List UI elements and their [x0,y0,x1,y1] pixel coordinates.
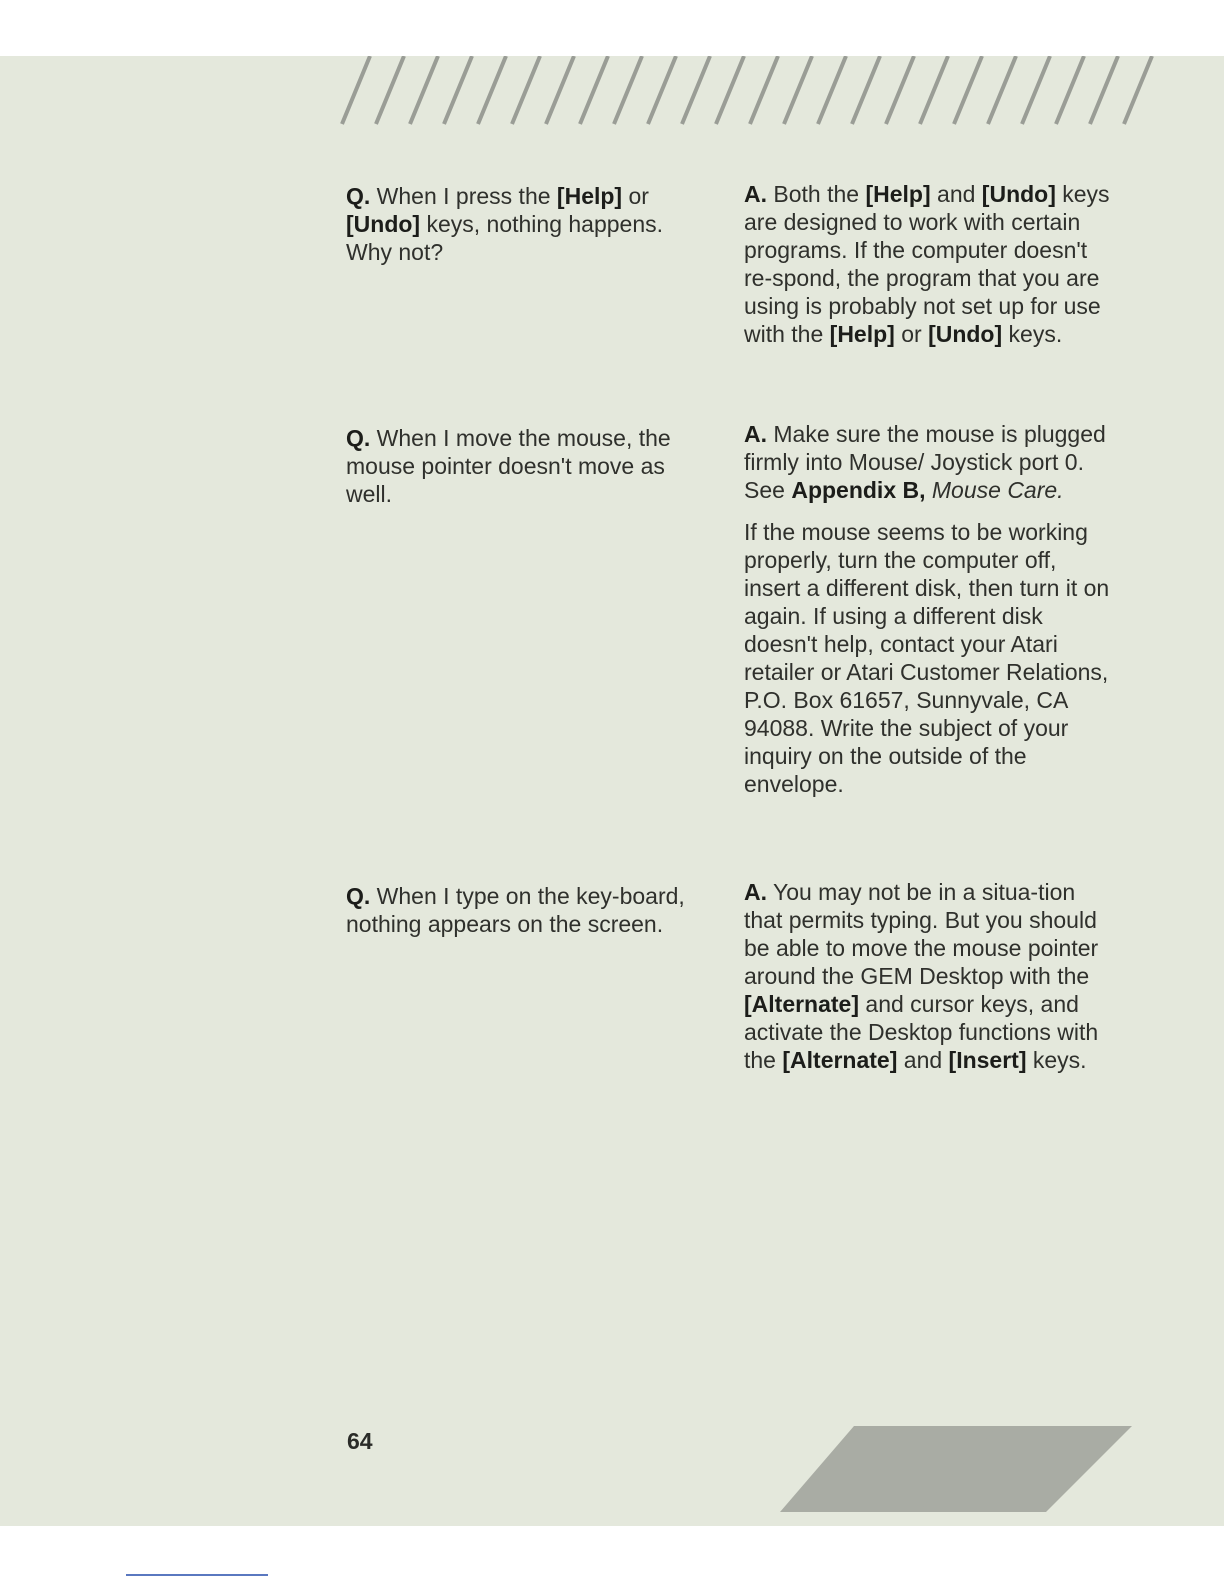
stripe-line [784,56,812,124]
stripe-line [342,56,370,124]
qa-label: A. [744,879,767,905]
stripe-line [410,56,438,124]
stripe-line [682,56,710,124]
question-text [346,182,706,266]
answer-paragraph [744,420,1114,504]
key-term: [Help] [556,183,623,209]
answer-paragraph [744,180,1114,348]
qa-label: Q. [346,883,371,909]
key-term: [Help] [865,181,931,207]
key-term: [Undo] [928,321,1003,347]
qa-label: Q. [346,425,371,451]
bottom-rule [126,1574,268,1576]
stripe-line [920,56,948,124]
stripe-line [716,56,744,124]
page-number: 64 [347,1428,373,1454]
key-term: Appendix B, [791,477,926,503]
key-term: [Insert] [948,1047,1027,1073]
text-run: keys, nothing happens. Why not? [346,211,664,265]
key-term: [Alternate] [744,991,860,1017]
key-term: [Help] [829,321,895,347]
text-run: or [894,321,929,347]
qa-label: A. [744,421,767,447]
text-run: When I press the [370,183,557,209]
text-run: keys are designed to work with certain programs. If the computer doesn't re-spond, the program that you are using is probably not set up for use with the [744,181,1110,347]
text-run: When I type on the key-board, nothing appears on the screen. [346,883,685,937]
italic-term: Mouse Care. [931,477,1064,503]
stripe-line [954,56,982,124]
stripe-line [648,56,676,124]
stripe-line [376,56,404,124]
decorative-stripes-top [340,56,1200,126]
text-run: Make sure the mouse is plugged firmly into Mouse/ Joystick port 0. See [744,421,1106,503]
stripe-line [852,56,880,124]
text-run: and [897,1047,949,1073]
text-run: keys. [1026,1047,1087,1073]
decorative-stripes-corner [780,1426,1200,1526]
stripe-line [1124,56,1152,124]
question-2 [346,424,706,522]
text-run: If the mouse seems to be working properly, turn the computer off, insert a different disk, then turn it on again. If using a different disk doesn't help, contact your Atari retailer or Atari Customer Relations, P.O. Box 61657, Sunnyvale, CA 94088. Write the subject of your inquiry on the outside of the envelope. [744,519,1110,797]
stripe-line [580,56,608,124]
stripe-line [1022,56,1050,124]
answer-2 [744,420,1114,812]
stripe-line [886,56,914,124]
stripe-line [546,56,574,124]
answer-1 [744,180,1114,362]
question-3 [346,882,706,952]
answer-paragraph [744,518,1114,798]
text-run: or [622,183,649,209]
stripe-line [444,56,472,124]
question-1 [346,182,706,280]
stripe-line [512,56,540,124]
answer-paragraph [744,878,1114,1074]
text-run: and cursor keys, and activate the Desktop functions with the [744,991,1099,1073]
qa-label: Q. [346,183,371,209]
text-run: keys. [1002,321,1063,347]
key-term: [Alternate] [782,1047,898,1073]
stripe-line [1056,56,1084,124]
stripe-line [818,56,846,124]
key-term: [Undo] [346,211,421,237]
qa-label: A. [744,181,767,207]
stripe-line [478,56,506,124]
text-run: and [930,181,982,207]
key-term: [Undo] [981,181,1056,207]
question-text [346,424,706,508]
stripe-line [1090,56,1118,124]
stripe-line [988,56,1016,124]
answer-3 [744,878,1114,1088]
stripe-line [614,56,642,124]
text-run: Both the [767,181,866,207]
manual-page [0,56,1224,1526]
text-run: When I move the mouse, the mouse pointer doesn't move as well. [346,425,671,507]
stripe-line [750,56,778,124]
question-text [346,882,706,938]
text-run: You may not be in a situa-tion that permits typing. But you should be able to move the mouse pointer around the GEM Desktop with the [744,879,1099,989]
